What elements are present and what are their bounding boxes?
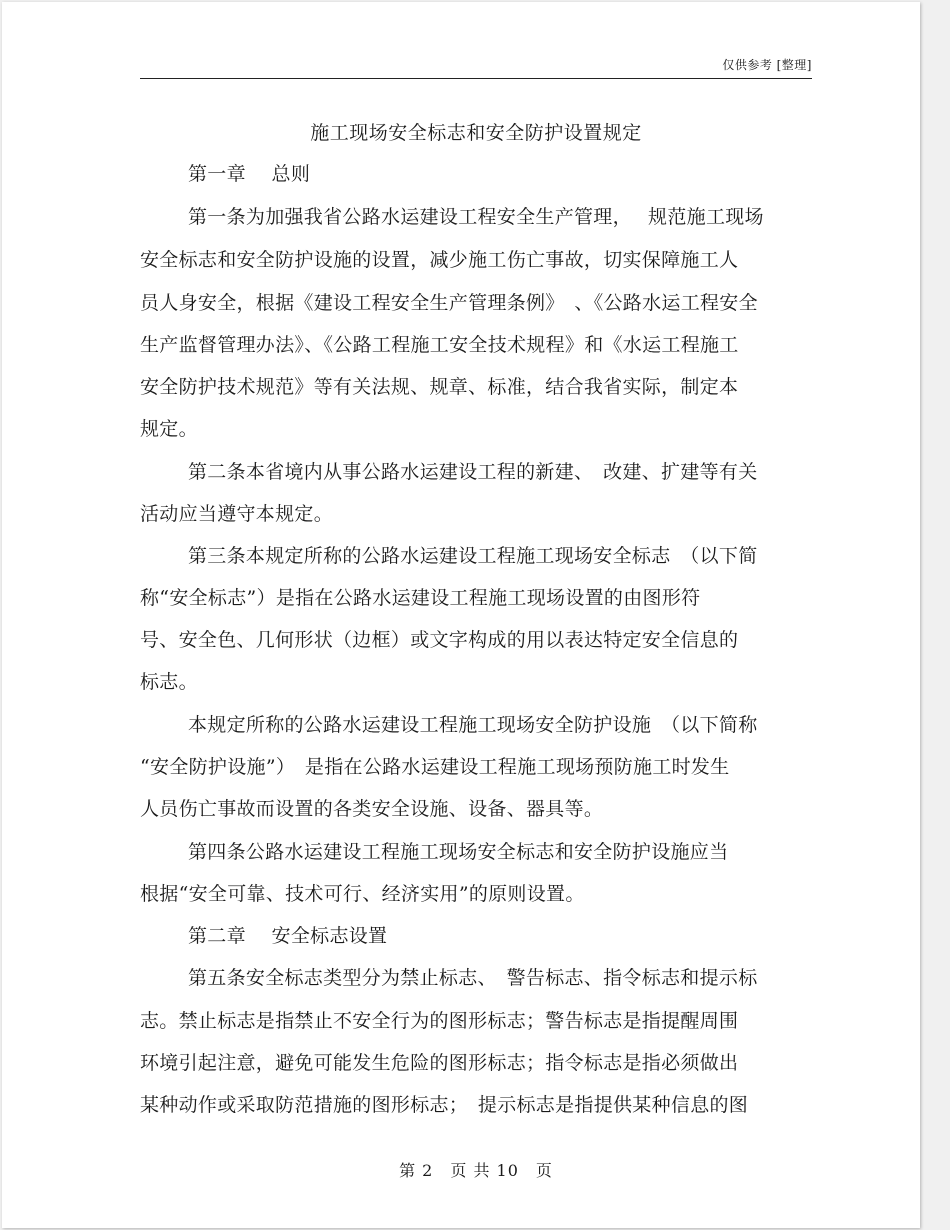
header-divider [140,78,812,79]
paragraph-line: 称“安全标志”）是指在公路水运建设工程施工现场设置的由图形符 [140,587,701,609]
paragraph-line: 第五条安全标志类型分为禁止标志、 警告标志、指令标志和提示标 [188,967,758,989]
paragraph-line: 标志。 [140,671,198,693]
paragraph-line: 志。禁止标志是指禁止不安全行为的图形标志；警告标志是指提醒周围 [140,1010,739,1032]
paragraph-line: 第三条本规定所称的公路水运建设工程施工现场安全标志 （以下简 [188,545,758,567]
paragraph-line: 第四条公路水运建设工程施工现场安全标志和安全防护设施应当 [188,841,729,863]
chapter-heading: 第二章 安全标志设置 [188,925,388,947]
paragraph-line: 环境引起注意，避免可能发生危险的图形标志；指令标志是指必须做出 [140,1052,739,1074]
paragraph-line: 安全防护技术规范》等有关法规、规章、标准，结合我省实际，制定本 [140,376,739,398]
paragraph-line: 安全标志和安全防护设施的设置，减少施工伤亡事故，切实保障施工人 [140,249,739,271]
paragraph-line: 某种动作或采取防范措施的图形标志； 提示标志是指提供某种信息的图 [140,1094,749,1116]
paragraph-line: 本规定所称的公路水运建设工程施工现场安全防护设施 （以下简称 [188,714,758,736]
page-header: 仅供参考 [整理] [722,58,812,72]
paragraph-line: 活动应当遵守本规定。 [140,503,334,525]
page-footer: 第 2 页 共 10 页 [399,1161,553,1180]
paragraph-line: 员人身安全，根据《建设工程安全生产管理条例》 、《公路水运工程安全 [140,292,758,314]
chapter-heading: 第一章 总则 [188,163,311,185]
paragraph-line: 第一条为加强我省公路水运建设工程安全生产管理， 规范施工现场 [188,206,764,228]
paragraph-line: 号、安全色、几何形状（边框）或文字构成的用以表达特定安全信息的 [140,629,739,651]
paragraph-line: 生产监督管理办法》、《公路工程施工安全技术规程》和《水运工程施工 [140,334,739,356]
document-page [2,2,920,1228]
document-title: 施工现场安全标志和安全防护设置规定 [310,122,642,144]
paragraph-line: 规定。 [140,418,198,440]
paragraph-line: 第二条本省境内从事公路水运建设工程的新建、 改建、扩建等有关 [188,461,758,483]
paragraph-line: “安全防护设施”） 是指在公路水运建设工程施工现场预防施工时发生 [140,756,730,778]
paragraph-line: 根据“安全可靠、技术可行、经济实用”的原则设置。 [140,883,585,905]
paragraph-line: 人员伤亡事故而设置的各类安全设施、设备、器具等。 [140,798,604,820]
